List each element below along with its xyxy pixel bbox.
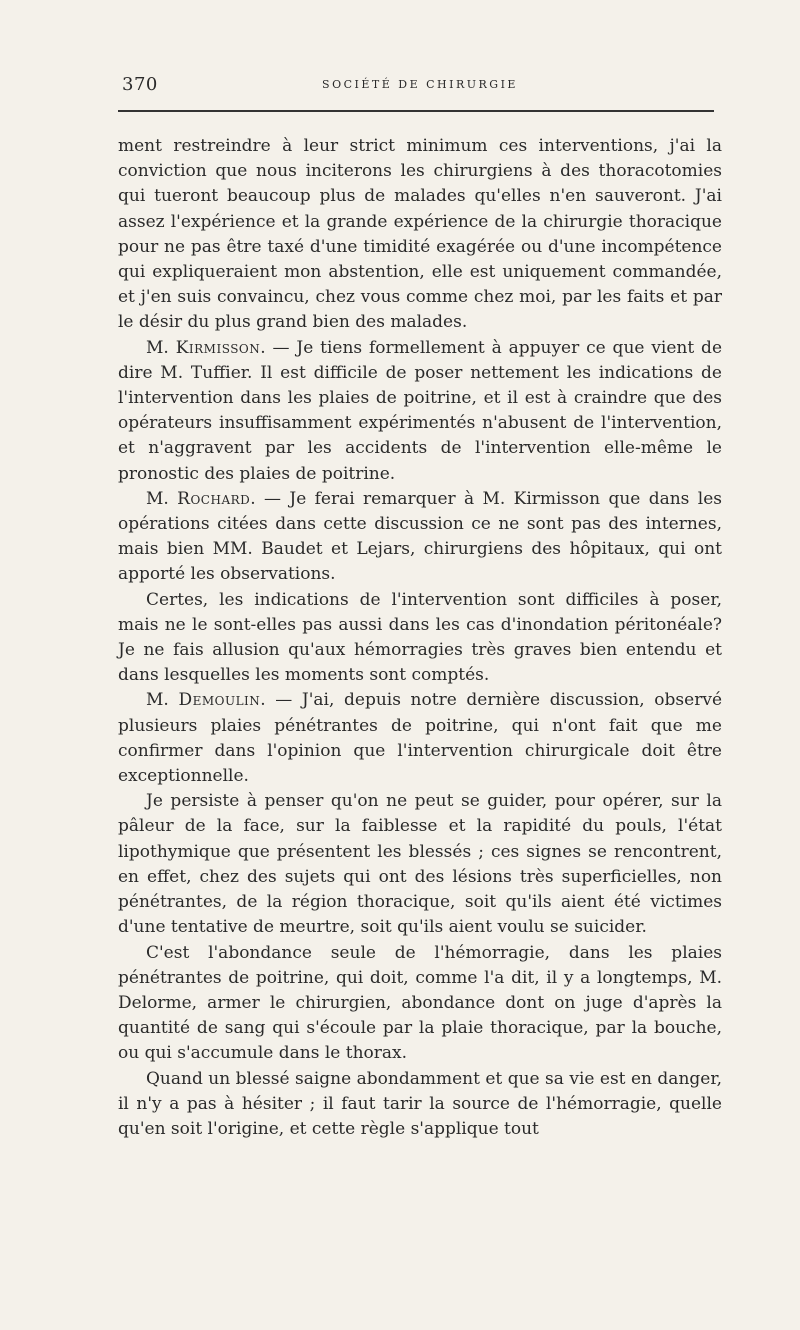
page: [118, 64, 722, 1142]
speech-text: . — Je tiens formellement à appuyer ce que vient de dire M. Tuffier. Il est difficile de poser nettement les indications de l'intervention dans les plaies de poitrine, et il est à craindre que des opérateurs insuffisamment expérimentés n'abusent de l'intervention, et n'aggravent par les accidents de l'intervention elle-même le pronostic des plaies de poitrine.: [118, 337, 723, 484]
page-number: 370: [122, 74, 158, 95]
paragraph-continuation: ment restreindre à leur strict minimum ces interventions, j'ai la conviction que nous inciterons les chirurgiens à des thoracotomies qui tueront beaucoup plus de malades qu'elles n'en sauveront. J'ai assez l'expérience et la grande expérience de la chirurgie thoracique pour ne pas être taxé d'une timidité exagérée ou d'une incompétence qui expliqueraient mon abstention, elle est uniquement commandée, et j'en suis convaincu, chez vous comme chez moi, par les faits et par le désir du plus grand bien des malades.: [118, 136, 722, 333]
speech-text: . — Je ferai remarquer à M. Kirmisson que dans les opérations citées dans cette discussion ce ne sont pas des internes, mais bien MM. Baudet et Lejars, chirurgiens des hôpitaux, qui ont apporté les observations.: [118, 488, 722, 585]
speaker-prefix: M.: [146, 488, 178, 509]
paragraph-kirmisson: [118, 336, 722, 487]
speaker-prefix: M.: [146, 337, 176, 358]
paragraph-demoulin-3: C'est l'abondance seule de l'hémorragie, dans les plaies pénétrantes de poitrine, qui doit, comme l'a dit, il y a longtemps, M. Delorme, armer le chirurgien, abondance dont on juge d'après la quantité de sang qui s'écoule par la plaie thoracique, par la bouche, ou qui s'accumule dans le thorax.: [118, 942, 722, 1064]
paragraph-demoulin-2: Je persiste à penser qu'on ne peut se guider, pour opérer, sur la pâleur de la face, sur la faiblesse et la rapidité du pouls, l'état lipothymique que présentent les blessés ; ces signes se rencontrent, en effet, chez des sujets qui ont des lésions très superficielles, non pénétrantes, de la région thoracique, soit qu'ils aient été victimes d'une tentative de meurtre, soit qu'ils aient voulu se suicider.: [118, 791, 722, 938]
paragraph-demoulin-4: Quand un blessé saigne abondamment et que sa vie est en danger, il n'y a pas à hésiter ; il faut tarir la source de l'hémorragie, quelle qu'en soit l'origine, et cette règle s'applique tout: [118, 1068, 722, 1139]
header-rule: [118, 110, 714, 112]
speech-text: . — J'ai, depuis notre dernière discussion, observé plusieurs plaies pénétrantes de poitrine, qui n'ont fait que me confirmer dans l'opinion que l'intervention chirurgicale doit être exceptionnelle.: [118, 690, 722, 787]
running-title: SOCIÉTÉ DE CHIRURGIE: [322, 78, 518, 91]
speaker-prefix: M.: [146, 690, 179, 711]
paragraph-rochard-2: Certes, les indications de l'intervention sont difficiles à poser, mais ne le sont-elles pas aussi dans les cas d'inondation péritonéale? Je ne fais allusion qu'aux hémorragies très graves bien entendu et dans lesquelles les moments sont comptés.: [118, 589, 722, 686]
body-text: [118, 134, 722, 1142]
speaker-name-demoulin: Demoulin: [178, 690, 261, 711]
speaker-name-rochard: Rochard: [177, 488, 251, 509]
paragraph-demoulin: [118, 688, 722, 789]
paragraph-rochard: [118, 487, 722, 588]
speaker-name-kirmisson: Kirmisson: [175, 337, 261, 358]
running-head: [118, 64, 722, 94]
